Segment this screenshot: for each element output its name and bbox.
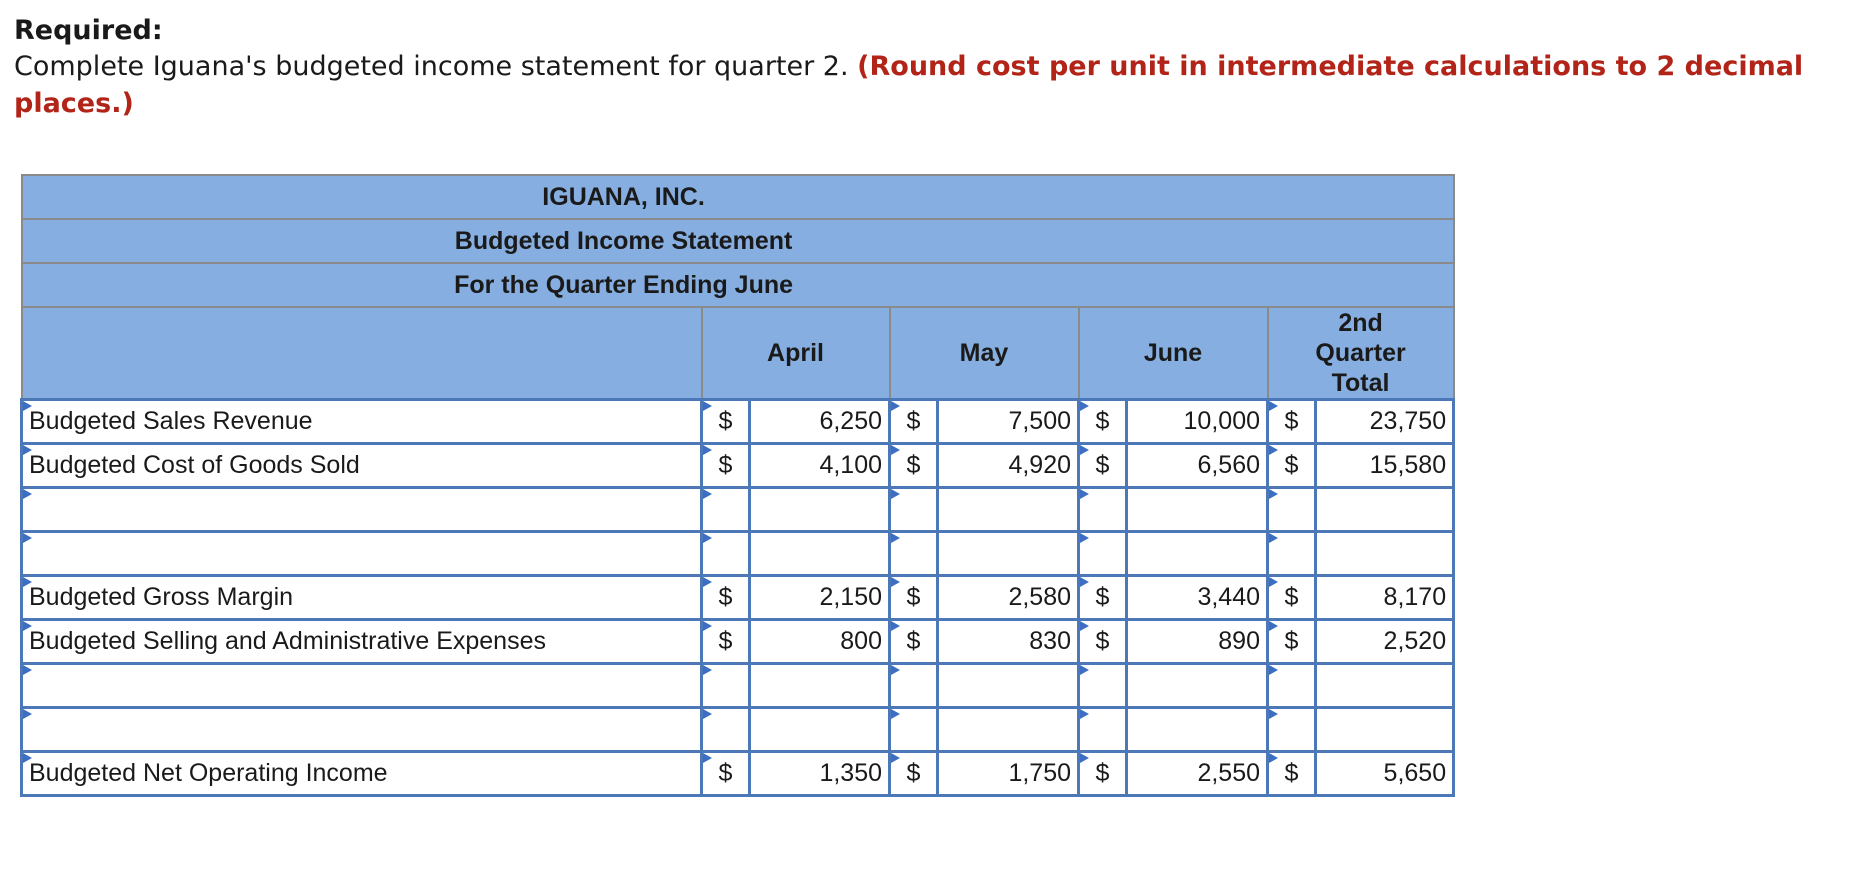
currency-symbol-text: $ xyxy=(718,407,733,435)
dropdown-marker-icon[interactable] xyxy=(1269,753,1278,763)
dropdown-marker-icon[interactable] xyxy=(703,445,712,455)
currency-symbol-may[interactable] xyxy=(890,752,938,796)
instruction-text xyxy=(14,48,1834,122)
row-label-input[interactable] xyxy=(22,444,702,488)
statement-row xyxy=(22,532,1454,576)
dropdown-marker-icon[interactable] xyxy=(1080,709,1089,719)
column-header-quarter-total: 2nd Quarter Total xyxy=(1268,307,1454,400)
currency-symbol-text: $ xyxy=(906,759,921,787)
currency-symbol-text: $ xyxy=(1284,407,1299,435)
row-label-input[interactable] xyxy=(22,752,702,796)
statement-row xyxy=(22,708,1454,752)
currency-symbol-june[interactable] xyxy=(1079,532,1127,576)
dropdown-marker-icon[interactable] xyxy=(1080,753,1089,763)
currency-symbol-april[interactable] xyxy=(702,576,750,620)
amount-input-april[interactable] xyxy=(750,708,890,752)
currency-symbol-may[interactable] xyxy=(890,576,938,620)
amount-input-june[interactable]: 890 xyxy=(1127,620,1268,664)
dropdown-marker-icon[interactable] xyxy=(1269,533,1278,543)
currency-symbol-text: $ xyxy=(906,407,921,435)
dropdown-marker-icon[interactable] xyxy=(891,665,900,675)
amount-input-june[interactable]: 10,000 xyxy=(1127,400,1268,444)
row-label-input[interactable] xyxy=(22,664,702,708)
amount-input-june[interactable]: 2,550 xyxy=(1127,752,1268,796)
instructions xyxy=(14,14,1834,122)
dropdown-marker-icon[interactable] xyxy=(1269,621,1278,631)
dropdown-marker-icon[interactable] xyxy=(891,489,900,499)
dropdown-marker-icon[interactable] xyxy=(891,401,900,411)
amount-input-april[interactable]: 800 xyxy=(750,620,890,664)
amount-input-april[interactable]: 2,150 xyxy=(750,576,890,620)
company-name: IGUANA, INC. xyxy=(22,175,1454,219)
currency-symbol-may[interactable] xyxy=(890,488,938,532)
currency-symbol-text: $ xyxy=(718,583,733,611)
amount-input-quarter-total[interactable]: 23,750 xyxy=(1316,400,1454,444)
currency-symbol-april[interactable] xyxy=(702,708,750,752)
currency-symbol-june[interactable] xyxy=(1079,444,1127,488)
row-label-text: Budgeted Selling and Administrative Expenses xyxy=(29,627,546,655)
amount-input-may[interactable]: 2,580 xyxy=(938,576,1079,620)
amount-input-may[interactable]: 4,920 xyxy=(938,444,1079,488)
column-header-may: May xyxy=(890,307,1079,400)
amount-input-june[interactable]: 3,440 xyxy=(1127,576,1268,620)
amount-input-quarter-total[interactable] xyxy=(1316,488,1454,532)
currency-symbol-april[interactable] xyxy=(702,400,750,444)
dropdown-marker-icon[interactable] xyxy=(1080,577,1089,587)
amount-input-june[interactable]: 6,560 xyxy=(1127,444,1268,488)
amount-input-quarter-total[interactable] xyxy=(1316,532,1454,576)
currency-symbol-may[interactable] xyxy=(890,664,938,708)
dropdown-marker-icon[interactable] xyxy=(1080,621,1089,631)
currency-symbol-quarter-total[interactable] xyxy=(1268,664,1316,708)
statement-row xyxy=(22,752,1454,796)
dropdown-marker-icon[interactable] xyxy=(891,753,900,763)
label-column-header xyxy=(22,307,702,400)
currency-symbol-april[interactable] xyxy=(702,752,750,796)
dropdown-marker-icon[interactable] xyxy=(23,533,32,543)
currency-symbol-quarter-total[interactable] xyxy=(1268,576,1316,620)
statement-row xyxy=(22,400,1454,444)
column-header-april: April xyxy=(702,307,890,400)
currency-symbol-text: $ xyxy=(718,759,733,787)
currency-symbol-april[interactable] xyxy=(702,664,750,708)
dropdown-marker-icon[interactable] xyxy=(23,489,32,499)
dropdown-marker-icon[interactable] xyxy=(1080,401,1089,411)
row-label-input[interactable] xyxy=(22,576,702,620)
currency-symbol-text: $ xyxy=(1284,451,1299,479)
dropdown-marker-icon[interactable] xyxy=(23,665,32,675)
amount-input-may[interactable] xyxy=(938,532,1079,576)
currency-symbol-june[interactable] xyxy=(1079,752,1127,796)
row-label-text: Budgeted Net Operating Income xyxy=(29,759,388,787)
currency-symbol-text: $ xyxy=(1095,407,1110,435)
dropdown-marker-icon[interactable] xyxy=(703,753,712,763)
currency-symbol-may[interactable] xyxy=(890,444,938,488)
currency-symbol-text: $ xyxy=(906,627,921,655)
row-label-input[interactable] xyxy=(22,532,702,576)
dropdown-marker-icon[interactable] xyxy=(703,489,712,499)
dropdown-marker-icon[interactable] xyxy=(891,577,900,587)
currency-symbol-may[interactable] xyxy=(890,708,938,752)
dropdown-marker-icon[interactable] xyxy=(703,533,712,543)
currency-symbol-text: $ xyxy=(1095,759,1110,787)
dropdown-marker-icon[interactable] xyxy=(23,753,32,763)
statement-period: For the Quarter Ending June xyxy=(22,263,1454,307)
amount-input-quarter-total[interactable]: 2,520 xyxy=(1316,620,1454,664)
currency-symbol-text: $ xyxy=(1284,759,1299,787)
amount-input-may[interactable]: 7,500 xyxy=(938,400,1079,444)
row-label-input[interactable] xyxy=(22,488,702,532)
currency-symbol-may[interactable] xyxy=(890,532,938,576)
currency-symbol-june[interactable] xyxy=(1079,664,1127,708)
currency-symbol-april[interactable] xyxy=(702,532,750,576)
amount-input-quarter-total[interactable]: 15,580 xyxy=(1316,444,1454,488)
amount-input-june[interactable] xyxy=(1127,664,1268,708)
currency-symbol-april[interactable] xyxy=(702,444,750,488)
currency-symbol-quarter-total[interactable] xyxy=(1268,620,1316,664)
currency-symbol-quarter-total[interactable] xyxy=(1268,488,1316,532)
statement-row xyxy=(22,664,1454,708)
dropdown-marker-icon[interactable] xyxy=(23,401,32,411)
dropdown-marker-icon[interactable] xyxy=(1269,665,1278,675)
currency-symbol-text: $ xyxy=(1284,627,1299,655)
dropdown-marker-icon[interactable] xyxy=(1080,665,1089,675)
statement-row xyxy=(22,576,1454,620)
dropdown-marker-icon[interactable] xyxy=(1269,401,1278,411)
currency-symbol-text: $ xyxy=(1284,583,1299,611)
amount-input-june[interactable] xyxy=(1127,708,1268,752)
dropdown-marker-icon[interactable] xyxy=(703,709,712,719)
row-label-input[interactable] xyxy=(22,400,702,444)
currency-symbol-text: $ xyxy=(1095,451,1110,479)
amount-input-april[interactable] xyxy=(750,532,890,576)
amount-input-may[interactable] xyxy=(938,664,1079,708)
dropdown-marker-icon[interactable] xyxy=(703,401,712,411)
currency-symbol-may[interactable] xyxy=(890,620,938,664)
dropdown-marker-icon[interactable] xyxy=(1269,577,1278,587)
amount-input-may[interactable] xyxy=(938,708,1079,752)
currency-symbol-quarter-total[interactable] xyxy=(1268,532,1316,576)
dropdown-marker-icon[interactable] xyxy=(1080,489,1089,499)
amount-input-quarter-total[interactable]: 8,170 xyxy=(1316,576,1454,620)
dropdown-marker-icon[interactable] xyxy=(23,577,32,587)
currency-symbol-june[interactable] xyxy=(1079,620,1127,664)
amount-input-april[interactable] xyxy=(750,488,890,532)
amount-input-quarter-total[interactable] xyxy=(1316,664,1454,708)
dropdown-marker-icon[interactable] xyxy=(1080,533,1089,543)
currency-symbol-june[interactable] xyxy=(1079,400,1127,444)
currency-symbol-may[interactable] xyxy=(890,400,938,444)
currency-symbol-text: $ xyxy=(718,627,733,655)
amount-input-june[interactable] xyxy=(1127,488,1268,532)
currency-symbol-quarter-total[interactable] xyxy=(1268,708,1316,752)
currency-symbol-june[interactable] xyxy=(1079,576,1127,620)
statement-row xyxy=(22,620,1454,664)
amount-input-may[interactable]: 1,750 xyxy=(938,752,1079,796)
statement-row xyxy=(22,444,1454,488)
currency-symbol-text: $ xyxy=(1095,583,1110,611)
dropdown-marker-icon[interactable] xyxy=(23,709,32,719)
amount-input-april[interactable]: 6,250 xyxy=(750,400,890,444)
dropdown-marker-icon[interactable] xyxy=(1080,445,1089,455)
dropdown-marker-icon[interactable] xyxy=(703,577,712,587)
amount-input-april[interactable]: 1,350 xyxy=(750,752,890,796)
amount-input-april[interactable] xyxy=(750,664,890,708)
amount-input-april[interactable]: 4,100 xyxy=(750,444,890,488)
currency-symbol-april[interactable] xyxy=(702,620,750,664)
currency-symbol-text: $ xyxy=(1095,627,1110,655)
required-heading: Required: xyxy=(14,15,163,46)
currency-symbol-text: $ xyxy=(906,583,921,611)
dropdown-marker-icon[interactable] xyxy=(891,533,900,543)
dropdown-marker-icon[interactable] xyxy=(891,445,900,455)
currency-symbol-quarter-total[interactable] xyxy=(1268,752,1316,796)
currency-symbol-text: $ xyxy=(718,451,733,479)
dropdown-marker-icon[interactable] xyxy=(703,665,712,675)
currency-symbol-june[interactable] xyxy=(1079,708,1127,752)
currency-symbol-june[interactable] xyxy=(1079,488,1127,532)
dropdown-marker-icon[interactable] xyxy=(891,709,900,719)
currency-symbol-quarter-total[interactable] xyxy=(1268,400,1316,444)
amount-input-quarter-total[interactable]: 5,650 xyxy=(1316,752,1454,796)
currency-symbol-text: $ xyxy=(906,451,921,479)
amount-input-quarter-total[interactable] xyxy=(1316,708,1454,752)
dropdown-marker-icon[interactable] xyxy=(23,445,32,455)
column-header-june: June xyxy=(1079,307,1268,400)
row-label-text: Budgeted Sales Revenue xyxy=(29,407,313,435)
currency-symbol-april[interactable] xyxy=(702,488,750,532)
instruction-main: Complete Iguana's budgeted income statement for quarter 2. xyxy=(14,51,849,82)
dropdown-marker-icon[interactable] xyxy=(1269,445,1278,455)
dropdown-marker-icon[interactable] xyxy=(1269,709,1278,719)
currency-symbol-quarter-total[interactable] xyxy=(1268,444,1316,488)
dropdown-marker-icon[interactable] xyxy=(23,621,32,631)
row-label-text: Budgeted Cost of Goods Sold xyxy=(29,451,360,479)
statement-row xyxy=(22,488,1454,532)
income-statement-table xyxy=(20,174,1455,797)
row-label-text: Budgeted Gross Margin xyxy=(29,583,294,611)
dropdown-marker-icon[interactable] xyxy=(891,621,900,631)
row-label-input[interactable] xyxy=(22,708,702,752)
amount-input-june[interactable] xyxy=(1127,532,1268,576)
dropdown-marker-icon[interactable] xyxy=(1269,489,1278,499)
amount-input-may[interactable] xyxy=(938,488,1079,532)
dropdown-marker-icon[interactable] xyxy=(703,621,712,631)
amount-input-may[interactable]: 830 xyxy=(938,620,1079,664)
instruction-note: (Round cost per unit in intermediate calculations to 2 decimal places.) xyxy=(14,51,1804,119)
row-label-input[interactable] xyxy=(22,620,702,664)
statement-title: Budgeted Income Statement xyxy=(22,219,1454,263)
